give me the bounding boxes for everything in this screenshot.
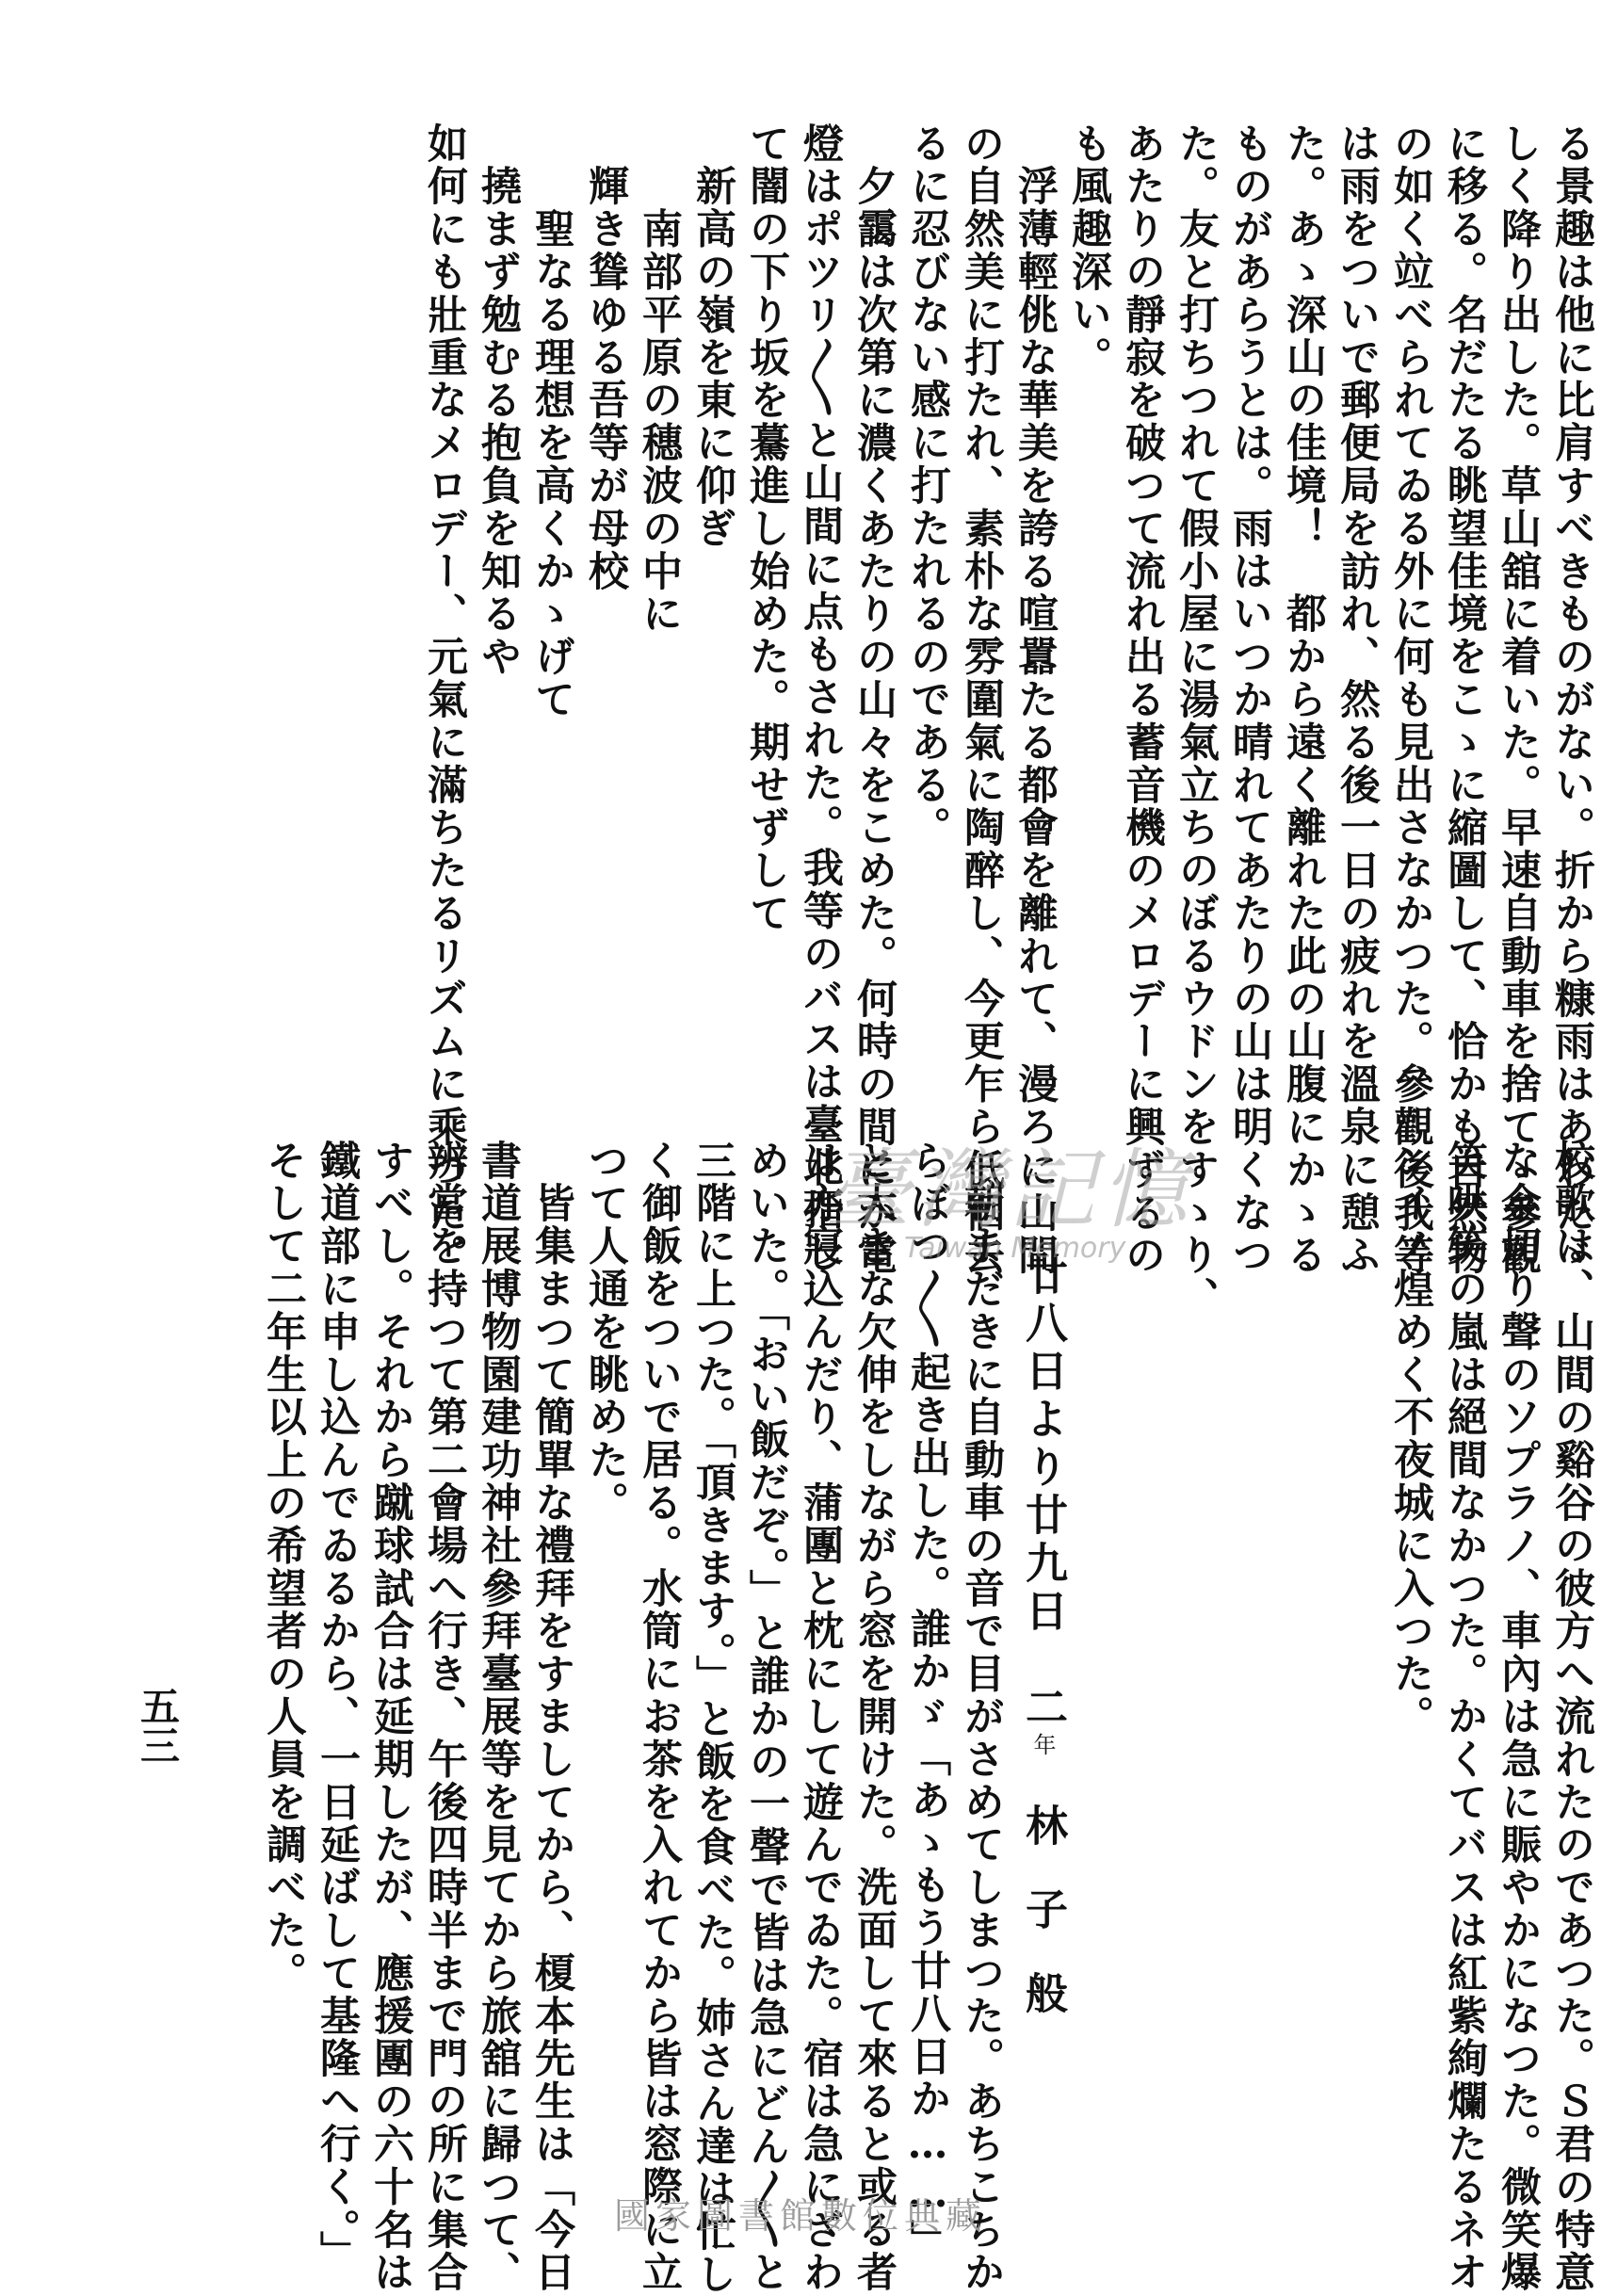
watermark-english-text: Taiwan Memory — [904, 1232, 1126, 1265]
lower-column-3: 笑哄笑の嵐は絕間なかつた。かくてバスは紅紫絢爛たるネオ — [1441, 1140, 1488, 2294]
lower-column-15: 皆集まつて簡單な禮拜をすましてから、榎本先生は「今日 — [528, 1140, 575, 2294]
lower-column-13: く御飯をついで居る。水筒にお茶を入れてから皆は窓際に立 — [636, 1140, 683, 2294]
upper-column-15: 燈はポツリ〳〵と山間に点もされた。我等のバスは臺北指し — [797, 122, 844, 1275]
upper-column-16: て闇の下り坂を驀進し始めた。期せずして — [743, 122, 790, 935]
upper-column-7: ものがあらうとは。雨はいつか晴れてあたりの山は明くなつ — [1226, 122, 1273, 1277]
upper-column-2: しく降り出した。草山舘に着いた。早速自動車を捨てゝ參觀 — [1495, 122, 1542, 1277]
upper-column-14: 夕靄は次第に濃くあたりの山々をこめた。何時の間にか電 — [850, 122, 898, 1277]
upper-column-4: の如く竝べられてゐる外に何も見出さなかつた。參觀後我等 — [1387, 122, 1434, 1277]
upper-column-22: 如何にも壯重なメロデー、元氣に滿ちたるリズムに乘つた。 — [421, 122, 468, 1277]
upper-column-19: 輝き聳ゆる吾等が母校 — [582, 122, 629, 593]
lower-column-8: らぼつ〳〵起き出した。誰かゞ「あゝもう廿八日か……」 — [904, 1140, 951, 2262]
lower-column-16: 書道展博物園建功神社參拜臺展等を見てから旅舘に歸つて、 — [475, 1140, 522, 2294]
lower-column-4: ンイノ煌めく不夜城に入つた。 — [1387, 1140, 1434, 1738]
upper-column-3: に移る。名だたる眺望佳境をこゝに縮圖して、恰かも自然物 — [1441, 122, 1488, 1277]
footer-archive-label: 國家圖書館數位典藏 — [613, 2195, 987, 2237]
lower-column-1: 校歌は、山間の谿谷の彼方へ流れたのであつた。Ｓ君の特意 — [1548, 1140, 1595, 2294]
page-number: 五三 — [135, 1686, 181, 1765]
lower-column-2: な金切り聲のソプラノ、車內は急に賑やかになつた。微笑爆 — [1495, 1140, 1542, 2294]
lower-column-11: めいた。「おい飯だぞ。」と誰かの一聲で皆は急にどん〳〵と — [743, 1140, 790, 2294]
lower-column-19: 鐵道部に申し込んでゐるから、一日延ばして基隆へ行く。」 — [314, 1140, 361, 2274]
lower-column-9: と大きな欠伸をしながら窓を開けた。洗面して來ると或る者 — [850, 1140, 898, 2294]
heading-date: 廿八日より廿九日 — [1018, 1253, 1068, 1637]
upper-column-6: た。あゝ深山の佳境！ 都から遠く離れた此の山腹にかゝる — [1280, 122, 1327, 1277]
lower-column-18: すべし。それから蹴球試合は延期したが、應援團の六十名は — [367, 1140, 414, 2294]
heading-author: 林子般 — [1018, 1803, 1068, 2055]
watermark-chinese-text: 臺灣記憶 — [824, 1140, 1194, 1240]
lower-column-17: 辨當を持つて第二會場へ行き、午後四時半まで門の所に集合 — [421, 1140, 468, 2294]
upper-column-20: 聖なる理想を高くかゝげて — [528, 122, 575, 721]
heading-grade: 二 — [1018, 1685, 1068, 1733]
lower-column-10: は亦寢込んだり、蒲團と枕にして遊んでゐた。宿は急にざわ — [797, 1140, 844, 2294]
lower-column-7: 朝まだきに自動車の音で目がさめてしまつた。あちこちか — [958, 1140, 1005, 2294]
lower-column-12: 三階に上つた。「頂きます。」と飯を食べた。姉さん達は忙し — [689, 1140, 736, 2296]
upper-column-21: 撓まず勉むる抱負を知るや — [475, 122, 522, 679]
lower-column-20: そして二年生以上の希望者の人員を調べた。 — [260, 1140, 307, 1995]
upper-column-18: 南部平原の穗波の中に — [636, 122, 683, 636]
upper-column-12: の自然美に打たれ、素朴な雰圍氣に陶醉し、今更乍ら低徊去 — [958, 122, 1005, 1277]
upper-column-13: るに忍びない感に打たれるのである。 — [904, 122, 951, 849]
upper-column-10: も風趣深い。 — [1065, 122, 1112, 380]
upper-column-11: 浮薄輕佻な華美を誇る喧囂たる都會を離れて、漫ろに山間 — [1011, 122, 1059, 1277]
upper-column-8: た。友と打ちつれて假小屋に湯氣立ちのぼるウドンをすゝり、 — [1172, 122, 1220, 1320]
upper-column-5: は雨をついで郵便局を訪れ、然る後一日の疲れを溫泉に憩ふ — [1334, 122, 1381, 1277]
upper-column-1: る景趣は他に比肩すべきものがない。折から糠雨はあわたゞ — [1548, 122, 1595, 1277]
heading-grade-suffix: 年 — [1029, 1733, 1056, 1755]
section-heading — [1015, 1253, 1070, 2055]
upper-column-17: 新高の嶺を東に仰ぎ — [689, 122, 736, 550]
upper-column-9: あたりの靜寂を破つて流れ出る蓄音機のメロデーに興ずるの — [1119, 122, 1166, 1277]
lower-column-14: つて人通を眺めた。 — [582, 1140, 629, 1525]
